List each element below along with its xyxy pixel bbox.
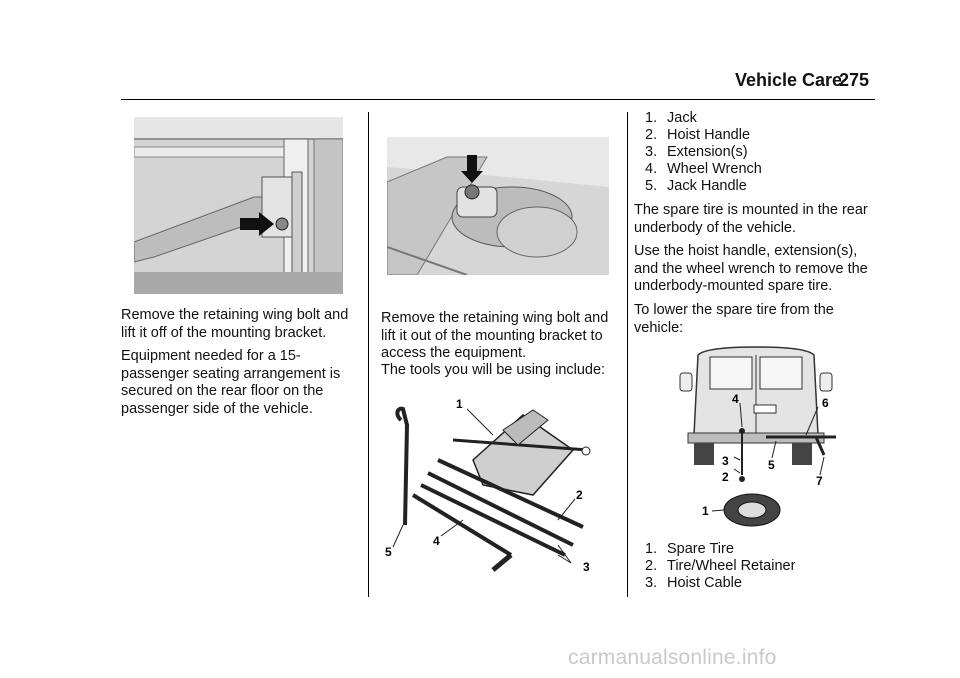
rear-floor-equipment-illustration xyxy=(387,137,609,275)
callout-5: 5 xyxy=(768,458,775,472)
column-divider-1 xyxy=(368,112,369,597)
callout-2: 2 xyxy=(576,488,583,502)
tools-illustration xyxy=(383,395,598,580)
list-item: 1. Spare Tire xyxy=(645,541,734,557)
list-item: 3. Hoist Cable xyxy=(645,575,742,591)
callout-2: 2 xyxy=(722,470,729,484)
list-item: 2. Hoist Handle xyxy=(645,127,751,143)
list-item: 4. Wheel Wrench xyxy=(645,161,762,177)
callout-3: 3 xyxy=(722,454,729,468)
spare-tire-location-diagram xyxy=(676,345,846,535)
list-item: 1. Jack xyxy=(645,110,697,126)
callout-3: 3 xyxy=(583,560,590,574)
tools-list xyxy=(645,110,762,195)
paragraph: Use the hoist handle, extension(s), and the wheel wrench to remove the underbody-mounted spare tire. xyxy=(634,243,868,294)
list-item: 2. Tire/Wheel Retainer xyxy=(645,558,796,574)
list-item: 3. Extension(s) xyxy=(645,144,748,160)
callout-5: 5 xyxy=(385,545,392,559)
header-divider xyxy=(121,99,875,100)
paragraph: Equipment needed for a 15-passenger seating arrangement is secured on the rear floor on the passenger side of the vehicle. xyxy=(121,348,341,417)
callout-6: 6 xyxy=(822,396,829,410)
paragraph: Remove the retaining wing bolt and lift it off of the mounting bracket. xyxy=(121,307,349,341)
paragraph: Remove the retaining wing bolt and lift it out of the mounting bracket to access the equipment. xyxy=(381,310,609,361)
column-divider-2 xyxy=(627,112,628,597)
paragraph: The tools you will be using include: xyxy=(381,362,606,378)
page-number: 275 xyxy=(839,70,870,90)
callout-7: 7 xyxy=(816,474,823,488)
paragraph: To lower the spare tire from the vehicle: xyxy=(634,302,834,336)
section-title: Vehicle Care xyxy=(735,70,843,90)
parts-list xyxy=(645,541,795,592)
watermark: carmanualsonline.info xyxy=(568,646,777,669)
callout-1: 1 xyxy=(702,504,709,518)
callout-4: 4 xyxy=(433,534,440,548)
callout-1: 1 xyxy=(456,397,463,411)
paragraph: The spare tire is mounted in the rear underbody of the vehicle. xyxy=(634,202,868,236)
list-item: 5. Jack Handle xyxy=(645,178,747,194)
mounting-bracket-illustration xyxy=(134,117,343,294)
callout-4: 4 xyxy=(732,392,739,406)
